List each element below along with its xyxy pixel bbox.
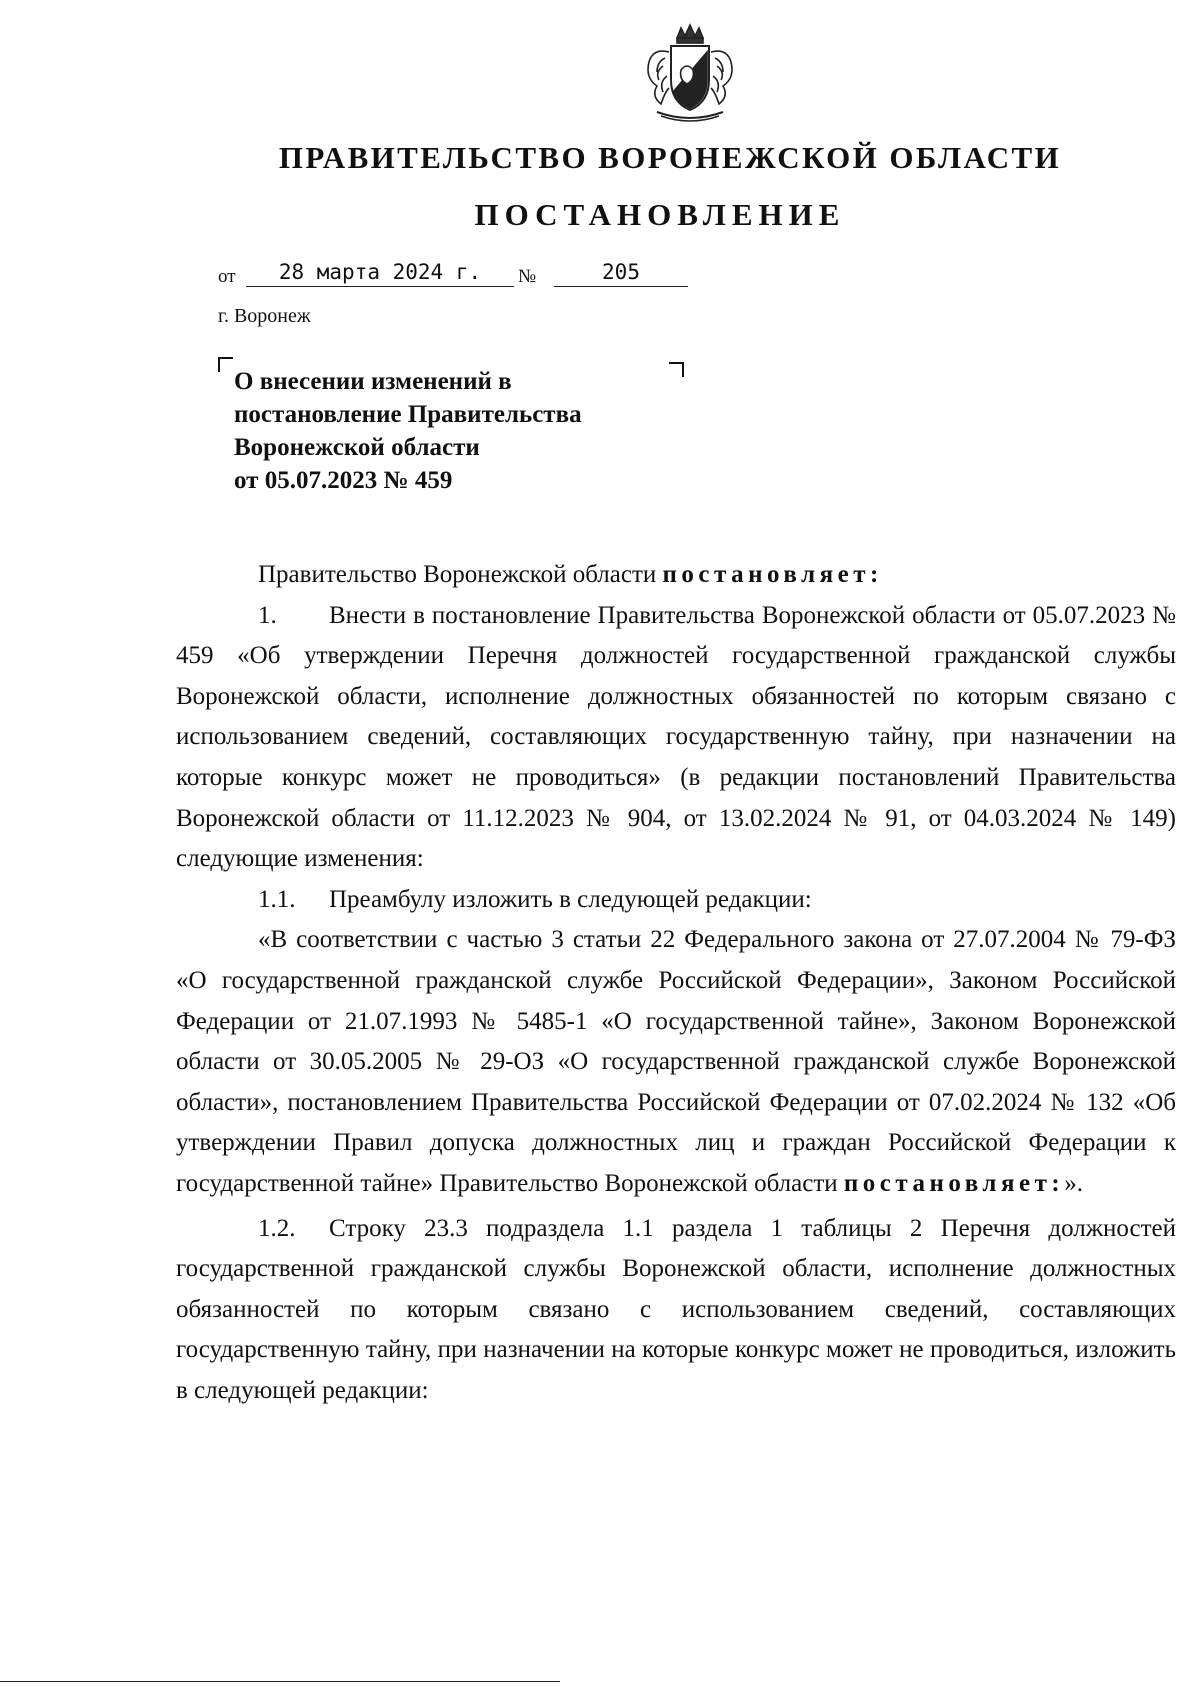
document-body [176,555,1176,1411]
subject-corner-right [669,362,684,377]
subject-line: Воронежской области [234,434,480,461]
document-date-field: 28 марта 2024 г. [246,258,514,287]
organization-title: ПРАВИТЕЛЬСТВО ВОРОНЕЖСКОЙ ОБЛАСТИ [278,140,1062,175]
quoted-preamble-end: ». [1064,1169,1083,1197]
date-number-line [218,258,698,292]
item-1-1-text: Преамбулу изложить в следующей редакции: [329,885,812,913]
date-prefix: от [218,266,236,287]
subject-line: постановление Правительства [234,401,582,428]
subject-line: от 05.07.2023 № 459 [234,467,453,494]
item-1-2-paragraph [176,1209,1176,1412]
preamble-text: Правительство Воронежской области [258,561,657,588]
document-number-field: 205 [554,258,688,287]
item-1-text: Внести в постановление Правительства Воронежской области от 05.07.2023 № 459 «Об утверждении Перечня должностей государственной гражданской службы Воронежской области, исполнение должностных обязанностей по которым связано с использованием сведений, составляющих государственную тайну, при назначении на которые конкурс может не проводиться» (в редакции постановлений Правительства Воронежской области от 11.12.2023 № 904, от 13.02.2024 № 91, от 04.03.2024 № 149) следующие изменения: [176,601,1176,873]
item-1-1-number: 1.1. [258,885,296,913]
document-subject [234,365,582,497]
preamble-paragraph [176,555,1176,596]
item-1-number: 1. [258,601,277,629]
item-1-2-number: 1.2. [258,1214,296,1242]
subject-corner-left [218,357,233,372]
item-1-1-paragraph [176,880,1176,921]
subject-line: О внесении изменений в [234,368,512,395]
item-1-2-text: Строку 23.3 подраздела 1.1 раздела 1 таблицы 2 Перечня должностей государственной гражданской службы Воронежской области, исполнение должностных обязанностей по которым связано с использованием сведений, составляющих государственную тайну, при назначении на которые конкурс может не проводиться, изложить в следующей редакции: [176,1214,1176,1404]
voronezh-coat-of-arms-icon [635,22,745,126]
item-1-paragraph [176,596,1176,880]
quoted-preamble-verb: постановляет: [843,1169,1065,1197]
quoted-preamble-paragraph [176,920,1176,1204]
city-label: г. Воронеж [218,305,311,327]
quoted-preamble-text: «В соответствии с частью 3 статьи 22 Федерального закона от 27.07.2004 № 79-ФЗ «О государственной гражданской службе Российской Федерации», Законом Российской Федерации от 21.07.1993 № 5485-1 «О государственной тайне», Законом Воронежской области от 30.05.2005 № 29-ОЗ «О государственной гражданской службе Воронежской области», постановлением Правительства Российской Федерации от 07.02.2024 № 132 «Об утверждении Правил допуска должностных лиц и граждан Российской Федерации к государственной тайне» Правительство Воронежской области [176,926,1176,1197]
preamble-verb: постановляет: [662,561,883,588]
footer-rule [0,1681,560,1682]
document-type-title: ПОСТАНОВЛЕНИЕ [474,197,846,232]
number-prefix: № [518,266,537,287]
